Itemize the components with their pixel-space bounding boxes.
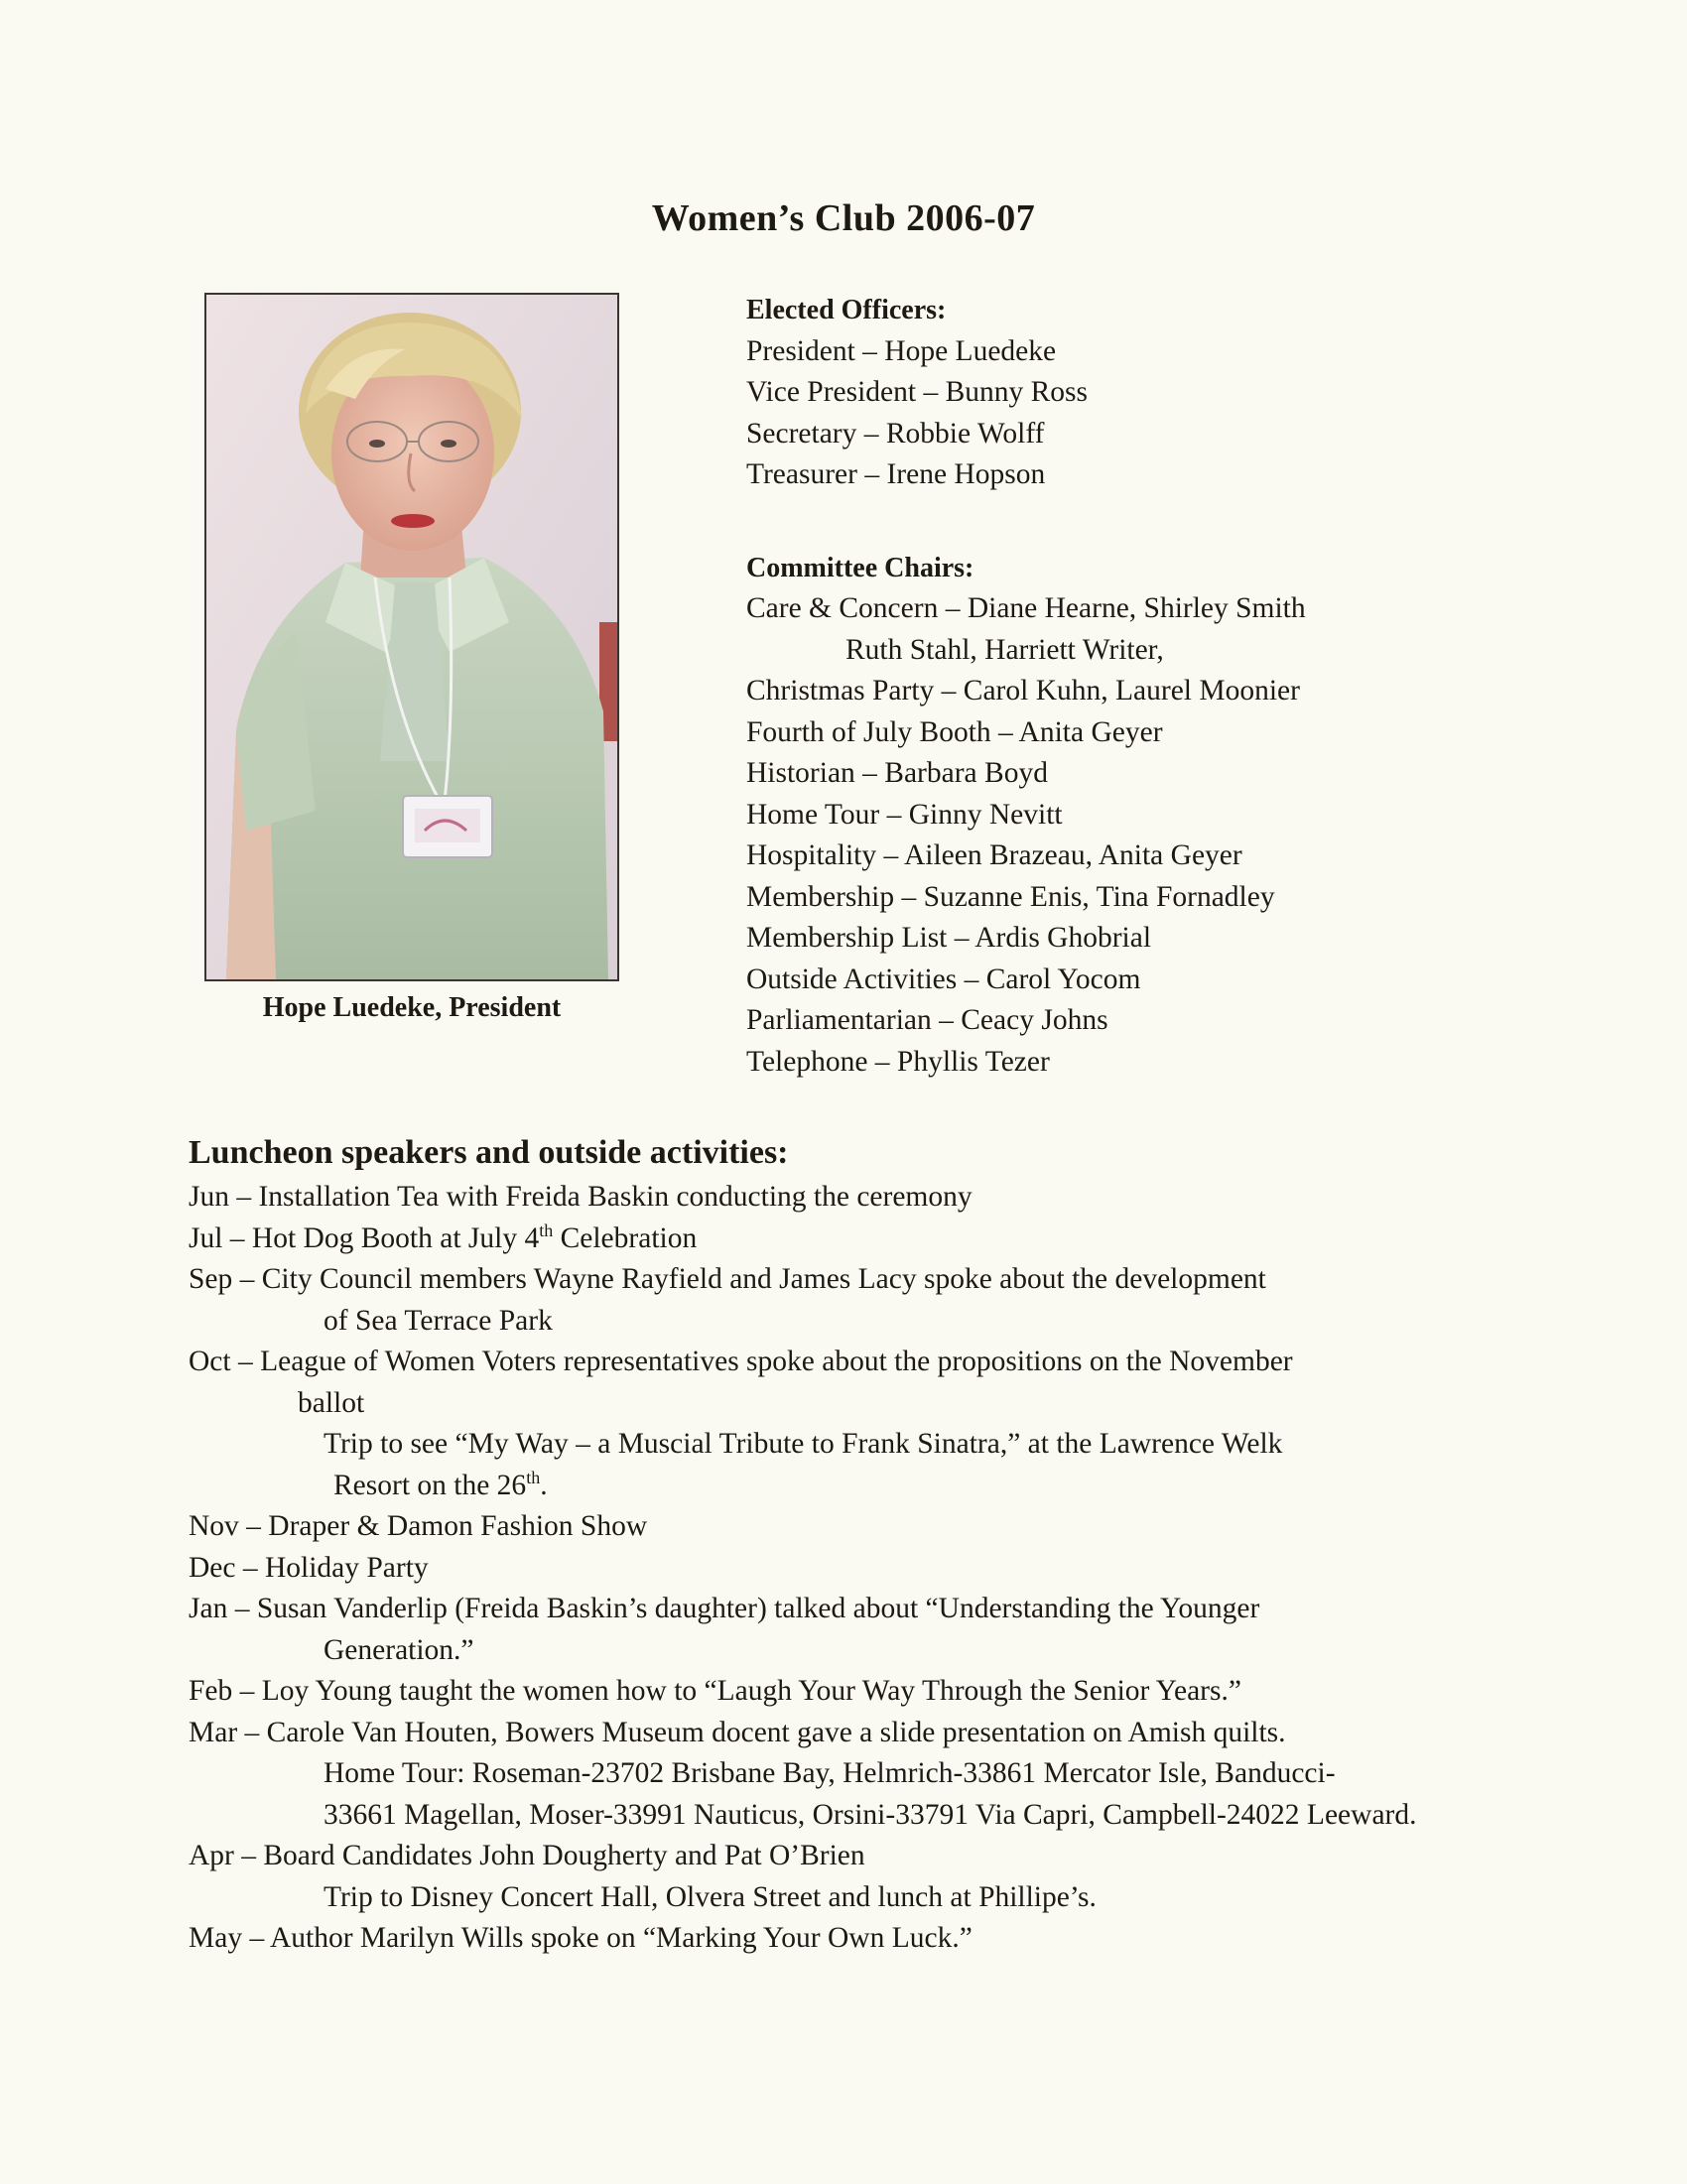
chair-membership: Membership – Suzanne Enis, Tina Fornadley <box>746 880 1275 913</box>
committee-chairs <box>746 548 1639 1084</box>
officer-secretary: Secretary – Robbie Wolff <box>746 417 1045 450</box>
officer-vice-president: Vice President – Bunny Ross <box>746 376 1089 408</box>
chair-telephone: Telephone – Phyllis Tezer <box>746 1045 1050 1078</box>
photo-caption: Hope Luedeke, President <box>262 992 562 1023</box>
entry-dec: Dec – Holiday Party <box>189 1551 429 1584</box>
president-photo <box>204 293 619 981</box>
chair-christmas-party: Christmas Party – Carol Kuhn, Laurel Moonier <box>746 675 1300 707</box>
entry-sep-continued: of Sea Terrace Park <box>324 1304 553 1337</box>
entry-jul-text: Jul – Hot Dog Booth at July 4 <box>189 1221 540 1254</box>
entry-oct-trip-suffix: th <box>526 1467 541 1487</box>
officers-heading: Elected Officers: <box>746 295 947 325</box>
entry-nov: Nov – Draper & Damon Fashion Show <box>189 1510 648 1542</box>
luncheon-heading: Luncheon speakers and outside activities: <box>189 1134 789 1171</box>
chair-home-tour: Home Tour – Ginny Nevitt <box>746 798 1063 831</box>
entry-jul-suffix: th <box>539 1220 554 1240</box>
officers-and-chairs <box>746 290 1639 1083</box>
entry-may: May – Author Marilyn Wills spoke on “Marking Your Own Luck.” <box>189 1922 973 1954</box>
entry-jun: Jun – Installation Tea with Freida Baskin conducting the ceremony <box>189 1181 973 1213</box>
portrait-image <box>206 295 617 979</box>
luncheon-section <box>189 1131 1627 1960</box>
chair-historian: Historian – Barbara Boyd <box>746 757 1048 789</box>
entry-oct-continued: ballot <box>298 1386 365 1419</box>
chair-care-concern: Care & Concern – Diane Hearne, Shirley Smith <box>746 592 1306 624</box>
elected-officers <box>746 290 1639 496</box>
entry-jul-end: Celebration <box>553 1221 698 1254</box>
chair-hospitality: Hospitality – Aileen Brazeau, Anita Geyer <box>746 839 1242 871</box>
officer-president: President – Hope Luedeke <box>746 334 1057 367</box>
entry-oct-trip-continued <box>189 1466 1627 1507</box>
entry-oct-trip: Trip to see “My Way – a Muscial Tribute to Frank Sinatra,” at the Lawrence Welk <box>324 1428 1283 1460</box>
page-title: Women’s Club 2006-07 <box>651 197 1036 239</box>
officer-treasurer: Treasurer – Irene Hopson <box>746 458 1046 490</box>
entry-mar: Mar – Carole Van Houten, Bowers Museum docent gave a slide presentation on Amish quilts. <box>189 1716 1286 1748</box>
entry-oct-trip-end: . <box>540 1469 548 1501</box>
entry-mar-home-tour: Home Tour: Roseman-23702 Brisbane Bay, Helmrich-33861 Mercator Isle, Banducci- <box>324 1757 1336 1789</box>
entry-sep: Sep – City Council members Wayne Rayfield and James Lacy spoke about the development <box>189 1263 1266 1295</box>
entry-apr: Apr – Board Candidates John Dougherty and Pat O’Brien <box>189 1840 865 1871</box>
entry-oct: Oct – League of Women Voters representatives spoke about the propositions on the November <box>189 1346 1293 1377</box>
entry-jan-continued: Generation.” <box>324 1633 474 1666</box>
chair-outside-activities: Outside Activities – Carol Yocom <box>746 963 1141 995</box>
entry-jan: Jan – Susan Vanderlip (Freida Baskin’s daughter) talked about “Understanding the Younger <box>189 1593 1260 1624</box>
chair-care-concern-continued: Ruth Stahl, Harriett Writer, <box>845 633 1164 666</box>
entry-feb: Feb – Loy Young taught the women how to “Laugh Your Way Through the Senior Years.” <box>189 1675 1241 1707</box>
entry-apr-trip: Trip to Disney Concert Hall, Olvera Street and lunch at Phillipe’s. <box>324 1880 1097 1913</box>
entry-mar-home-tour-continued: 33661 Magellan, Moser-33991 Nauticus, Orsini-33791 Via Capri, Campbell-24022 Leeward. <box>324 1798 1417 1831</box>
chair-fourth-of-july-booth: Fourth of July Booth – Anita Geyer <box>746 715 1163 748</box>
committees-heading: Committee Chairs: <box>746 552 974 583</box>
chair-parliamentarian: Parliamentarian – Ceacy Johns <box>746 1004 1108 1036</box>
chair-membership-list: Membership List – Ardis Ghobrial <box>746 922 1152 954</box>
entry-oct-trip-text: Resort on the 26 <box>333 1469 527 1501</box>
entry-jul <box>189 1219 1627 1260</box>
